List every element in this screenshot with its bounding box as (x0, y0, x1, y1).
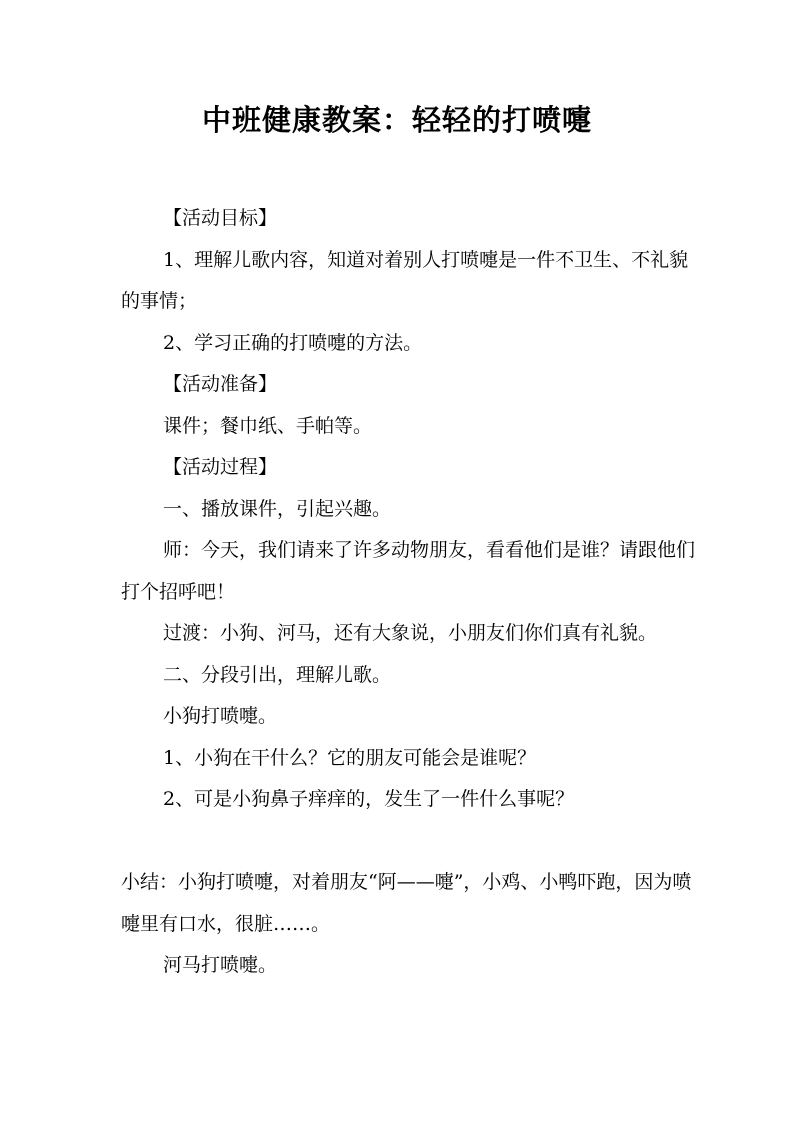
hippo-sneeze-heading: 河马打喷嚏。 (163, 954, 278, 976)
question-1: 1、小狗在干什么？它的朋友可能会是谁呢？ (163, 746, 537, 769)
teacher-dialogue: 师：今天，我们请来了许多动物朋友，看看他们是谁？请跟他们打个招呼吧！ (121, 539, 696, 603)
blank-line (121, 821, 696, 863)
summary-text: 小结：小狗打喷嚏，对着朋友“阿——嚏”，小鸡、小鸭吓跑，因为喷嚏里有口水，很脏……。 (121, 871, 692, 935)
preparation-text: 课件；餐巾纸、手帕等。 (163, 414, 373, 437)
goal-item-1: 1、理解儿歌内容，知道对着别人打喷嚏是一件不卫生、不礼貌的事情； (121, 248, 689, 312)
section-heading-preparation: 【活动准备】 (163, 373, 278, 395)
document-title: 中班健康教案：轻轻的打喷嚏 (201, 103, 592, 137)
process-step-2: 二、分段引出，理解儿歌。 (163, 663, 392, 686)
question-2: 2、可是小狗鼻子痒痒的，发生了一件什么事呢？ (163, 788, 575, 810)
transition-text: 过渡：小狗、河马，还有大象说，小朋友们你们真有礼貌。 (163, 622, 658, 644)
section-heading-goals: 【活动目标】 (163, 207, 278, 229)
process-step-1: 一、播放课件，引起兴趣。 (163, 497, 392, 520)
section-heading-process: 【活动过程】 (163, 456, 278, 478)
puppy-sneeze-heading: 小狗打喷嚏。 (163, 705, 278, 727)
document-body (121, 198, 696, 987)
goal-item-2: 2、学习正确的打喷嚏的方法。 (163, 331, 423, 354)
